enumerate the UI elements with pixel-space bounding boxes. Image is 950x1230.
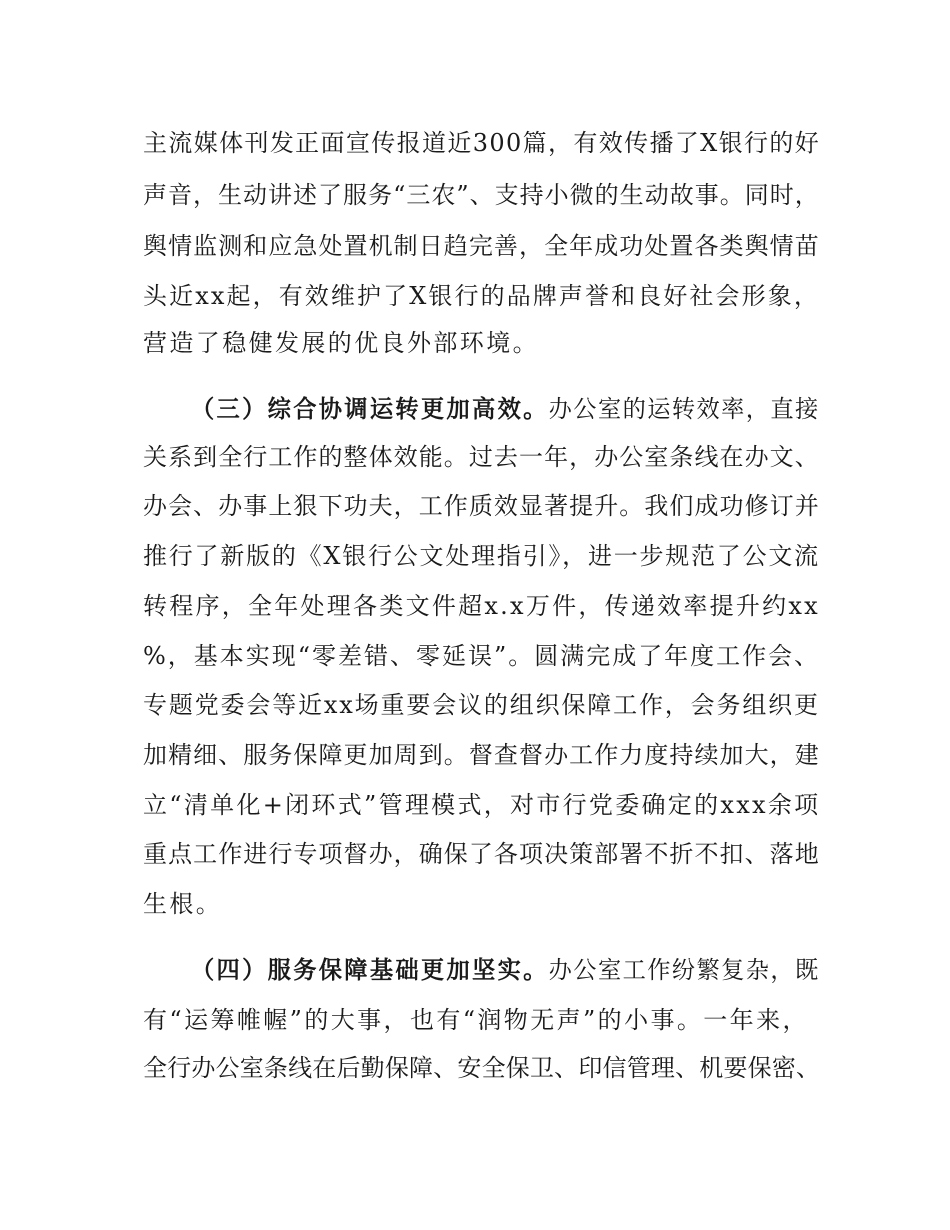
paragraph-3-line-1 bbox=[191, 955, 820, 985]
paragraph-2-line-4: 推行了新版的《X银行公文处理指引》，进一步规范了公文流 bbox=[143, 542, 820, 570]
paragraph-2-line-5: 转程序，全年处理各类文件超x.x万件，传递效率提升约xx bbox=[143, 592, 820, 620]
paragraph-2-line-2: 关系到全行工作的整体效能。过去一年，办公室条线在办文、 bbox=[143, 443, 820, 471]
paragraph-2-line-1 bbox=[191, 394, 820, 424]
paragraph-2-line-3: 办会、办事上狠下功夫，工作质效显著提升。我们成功修订并 bbox=[143, 492, 820, 520]
paragraph-1-line-3: 舆情监测和应急处置机制日趋完善，全年成功处置各类舆情苗 bbox=[143, 232, 820, 260]
paragraph-1-line-4: 头近xx起，有效维护了X银行的品牌声誉和良好社会形象， bbox=[143, 282, 820, 310]
paragraph-2-line-9: 立“清单化+闭环式”管理模式，对市行党委确定的xxx余项 bbox=[143, 791, 821, 819]
paragraph-1-line-1: 主流媒体刊发正面宣传报道近300篇，有效传播了X银行的好 bbox=[143, 129, 821, 157]
paragraph-2-line-8: 加精细、服务保障更加周到。督查督办工作力度持续加大，建 bbox=[143, 741, 820, 769]
paragraph-1-line-5: 营造了稳健发展的优良外部环境。 bbox=[143, 329, 539, 357]
paragraph-2-line-7: 专题党委会等近xx场重要会议的组织保障工作，会务组织更 bbox=[143, 691, 820, 719]
section-heading-4: （四）服务保障基础更加坚实。 bbox=[191, 956, 549, 984]
paragraph-3-line-3: 全行办公室条线在后勤保障、安全保卫、印信管理、机要保密、 bbox=[143, 1054, 821, 1082]
paragraph-2-line-6: %，基本实现“零差错、零延误”。圆满完成了年度工作会、 bbox=[143, 642, 821, 670]
paragraph-2-line-1-text: 办公室的运转效率，直接 bbox=[548, 395, 820, 423]
section-heading-3: （三）综合协调运转更加高效。 bbox=[191, 395, 549, 423]
paragraph-1-line-2: 声音，生动讲述了服务“三农”、支持小微的生动故事。同时， bbox=[143, 181, 820, 209]
paragraph-2-line-10: 重点工作进行专项督办，确保了各项决策部署不折不扣、落地 bbox=[143, 840, 820, 868]
paragraph-2-line-11: 生根。 bbox=[143, 890, 223, 918]
paragraph-3-line-1-text: 办公室工作纷繁复杂，既 bbox=[548, 956, 820, 984]
paragraph-3-line-2: 有“运筹帷幄”的大事，也有“润物无声”的小事。一年来， bbox=[143, 1006, 809, 1034]
